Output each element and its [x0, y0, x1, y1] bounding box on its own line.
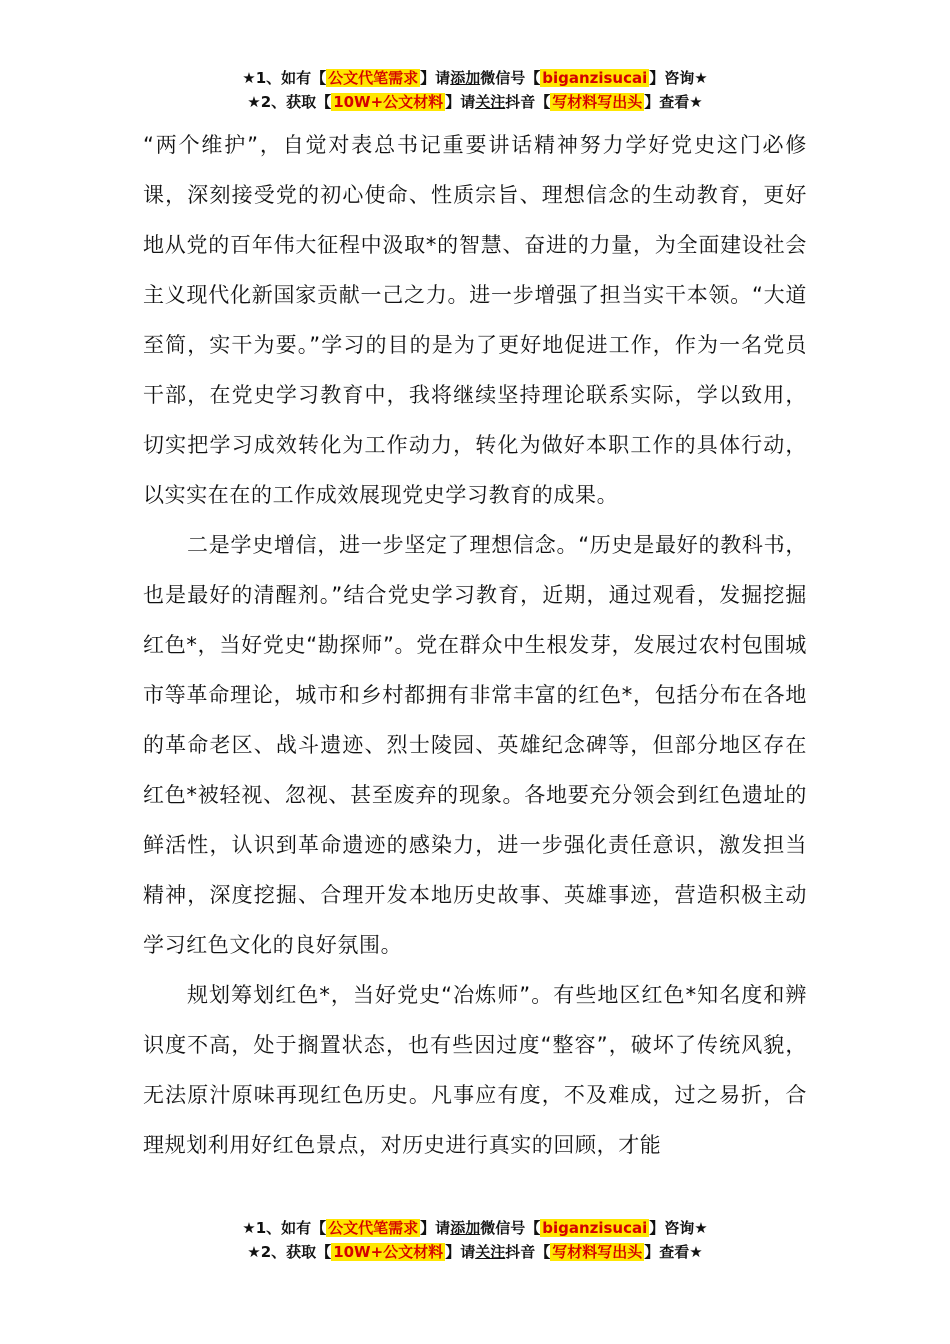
paragraph: “两个维护”，自觉对表总书记重要讲话精神努力学好党史这门必修课，深刻接受党的初心使命、性质宗旨、理想信念的生动教育，更好地从党的百年伟大征程中汲取*的智慧、奋进的力量，为全面建设社会主义现代化新国家贡献一己之力。进一步增强了担当实干本领。“大道至简，实干为要。”学习的目的是为了更好地促进工作，作为一名党员干部，在党史学习教育中，我将继续坚持理论联系实际，学以致用，切实把学习成效转化为工作动力，转化为做好本职工作的具体行动，以实实在在的工作成效展现党史学习教育的成果。 — [143, 133, 807, 507]
highlight-douyin: 写材料写出头 — [552, 93, 643, 111]
banner-line-1: ★1、如有【 公文代笔需求 】请添加微信号【 biganzisucai 】咨询★ — [242, 69, 708, 87]
document-body — [143, 120, 807, 1170]
highlight-materials: 10W+公文材料 — [333, 93, 444, 111]
footer-banner — [0, 1216, 950, 1264]
highlight-service: 公文代笔需求 — [328, 69, 419, 87]
banner-line-2: ★2、获取【 10W+公文材料 】请关注抖音【 写材料写出头 】查看★ — [247, 1243, 703, 1261]
highlight-wechat-id: biganzisucai — [542, 69, 648, 87]
highlight-douyin: 写材料写出头 — [552, 1243, 643, 1261]
banner-line-2: ★2、获取【 10W+公文材料 】请关注抖音【 写材料写出头 】查看★ — [247, 93, 703, 111]
highlight-wechat-id: biganzisucai — [542, 1219, 648, 1237]
paragraph: 规划筹划红色*，当好党史“冶炼师”。有些地区红色*知名度和辨识度不高，处于搁置状态，也有些因过度“整容”，破坏了传统风貌，无法原汁原味再现红色历史。凡事应有度，不及难成，过之易折，合理规划利用好红色景点，对历史进行真实的回顾，才能 — [143, 983, 807, 1157]
highlight-materials: 10W+公文材料 — [333, 1243, 444, 1261]
header-banner — [0, 66, 950, 114]
highlight-service: 公文代笔需求 — [328, 1219, 419, 1237]
banner-line-1: ★1、如有【 公文代笔需求 】请添加微信号【 biganzisucai 】咨询★ — [242, 1219, 708, 1237]
paragraph: 二是学史增信，进一步坚定了理想信念。“历史是最好的教科书，也是最好的清醒剂。”结合党史学习教育，近期，通过观看，发掘挖掘红色*，当好党史“勘探师”。党在群众中生根发芽，发展过农村包围城市等革命理论，城市和乡村都拥有非常丰富的红色*，包括分布在各地的革命老区、战斗遗迹、烈士陵园、英雄纪念碑等，但部分地区存在红色*被轻视、忽视、甚至废弃的现象。各地要充分领会到红色遗址的鲜活性，认识到革命遗迹的感染力，进一步强化责任意识，激发担当精神，深度挖掘、合理开发本地历史故事、英雄事迹，营造积极主动学习红色文化的良好氛围。 — [143, 533, 807, 957]
